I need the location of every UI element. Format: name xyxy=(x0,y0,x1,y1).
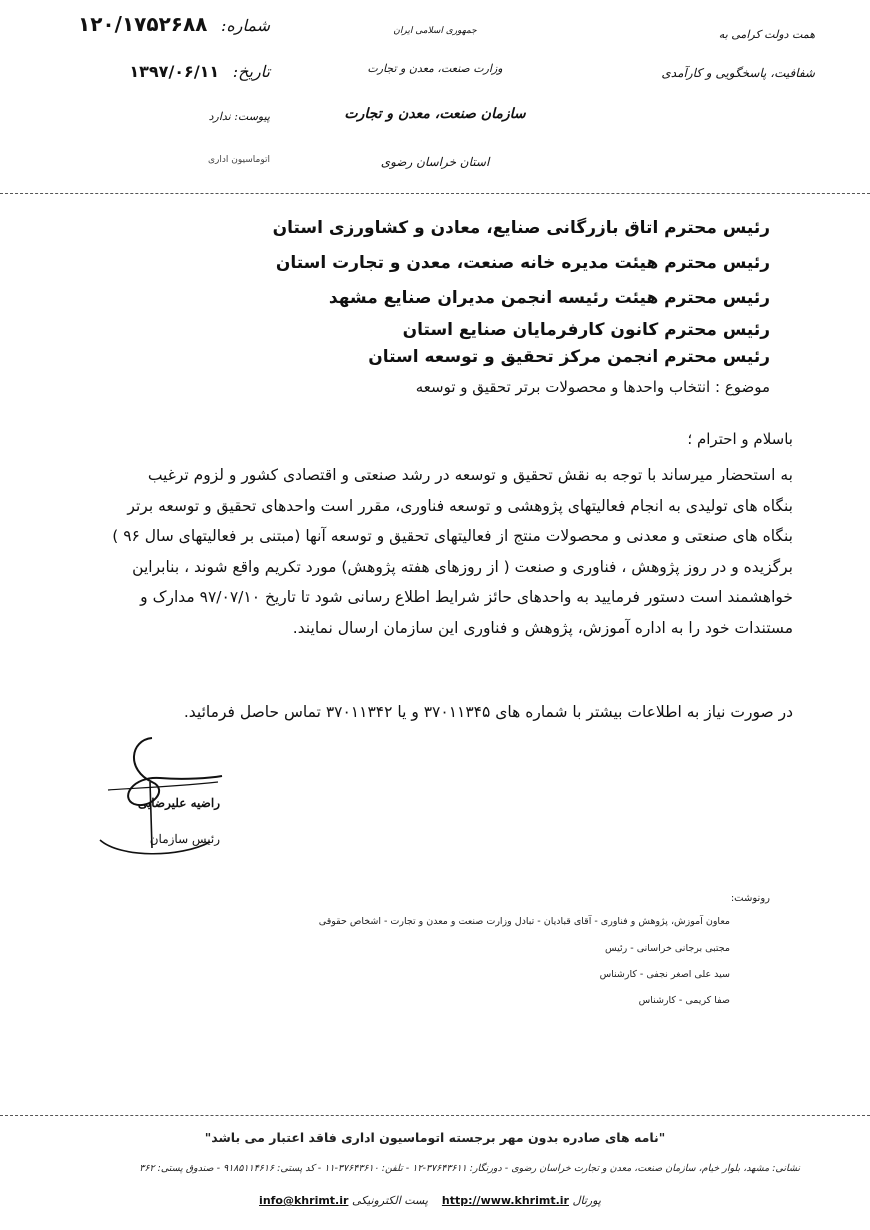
footer-divider xyxy=(0,1115,870,1116)
slogan-line-2: شفافیت، پاسخگویی و کارآمدی xyxy=(661,66,815,80)
signatory-title: رئیس سازمان xyxy=(149,832,220,846)
country-name: جمهوری اسلامی ایران xyxy=(393,26,477,36)
province-name: استان خراسان رضوی xyxy=(380,155,490,169)
addressee-2: رئیس محترم هیئت مدیره خانه صنعت، معدن و تجارت استان xyxy=(275,253,770,273)
greeting: باسلام و احترام ؛ xyxy=(687,430,793,448)
addressee-1: رئیس محترم اتاق بازرگانی صنایع، معادن و کشاورزی استان xyxy=(272,218,770,238)
letter-number: ۱۲۰/۱۷۵۲۶۸۸ xyxy=(78,12,208,36)
body-line: بنگاه های صنعتی و معدنی و محصولات منتج از فعالیتهای تحقیق و توسعه آنها (مبتنی بر فعالیتهای سال ۹۶ ) xyxy=(112,527,793,545)
signatory-name: راضیه علیرضایی xyxy=(137,796,220,810)
organization-name: سازمان صنعت، معدن و تجارت xyxy=(344,106,526,122)
cc-line: صفا کریمی - کارشناس xyxy=(638,995,730,1006)
cc-line: معاون آموزش، پژوهش و فناوری - آقای قبادیان - تبادل وزارت صنعت و معدن و تجارت - اشخاص حقوقی xyxy=(318,916,730,927)
ministry-name: وزارت صنعت، معدن و تجارت xyxy=(367,62,503,75)
email-link[interactable]: info@khrimt.ir xyxy=(259,1194,349,1207)
body-line: برگزیده و در روز پژوهش ، فناوری و صنعت ( از روزهای هفته پژوهش) مورد تکریم واقع شوند ، بنابراین xyxy=(132,557,793,576)
header-divider xyxy=(0,193,870,194)
letter-body xyxy=(73,460,793,643)
email-label: پست الکترونیکی xyxy=(351,1194,428,1207)
addressee-3: رئیس محترم هیئت رئیسه انجمن مدیران صنایع مشهد xyxy=(328,288,770,308)
footer-address: نشانی: مشهد، بلوار خیام، سازمان صنعت، معدن و تجارت خراسان رضوی - دورنگار: ۳۷۶۴۳۶۱۱-۱۲ - تلفن: ۳۷۶۴۳۶۱۰-۱۱ - کد پستی: ۹۱۸۵۱۱۴۶۱۶ - صندوق پستی: ۳۶۲ xyxy=(139,1163,800,1174)
letter-date: ۱۳۹۷/۰۶/۱۱ xyxy=(129,62,220,81)
cc-heading: رونوشت: xyxy=(730,893,770,904)
cc-line: مجتبی برجانی خراسانی - رئیس xyxy=(605,943,730,954)
attachment-label: پیوست: ندارد xyxy=(208,110,270,123)
slogan-line-1: همت دولت کرامی به xyxy=(718,28,815,41)
body-line: بنگاه های تولیدی به انجام فعالیتهای پژوهشی و توسعه فناوری، مقرر است واحدهای تحقیق و توسعه برتر xyxy=(127,496,793,515)
website-link[interactable]: http://www.khrimt.ir xyxy=(441,1194,569,1207)
subject-line: موضوع : انتخاب واحدها و محصولات برتر تحقیق و توسعه xyxy=(415,378,770,396)
footer-links xyxy=(230,1194,630,1207)
portal-label: پورتال xyxy=(572,1194,601,1207)
addressee-5: رئیس محترم انجمن مرکز تحقیق و توسعه استان xyxy=(368,347,770,367)
letter-date-label: تاریخ: xyxy=(232,62,270,81)
body-line: خواهشمند است دستور فرمایید به واحدهای حائز شرایط اطلاع رسانی شود تا تاریخ ۹۷/۰۷/۱۰ مدارک و xyxy=(140,588,793,606)
body-line: به استحضار میرساند با توجه به نقش تحقیق و توسعه در رشد صنعتی و اقتصادی کشور و لزوم ترغیب xyxy=(147,466,793,484)
footer-notice: "نامه های صادره بدون مهر برجسته اتوماسیون اداری فاقد اعتبار می باشد" xyxy=(204,1130,666,1145)
cc-line: سید علی اصغر نجفی - کارشناس xyxy=(599,969,730,980)
letter-date-row xyxy=(70,62,270,81)
body-line: مستندات خود را به اداره آموزش، پژوهش و فناوری این سازمان ارسال نمایند. xyxy=(292,618,793,637)
addressee-4: رئیس محترم کانون کارفرمایان صنایع استان xyxy=(402,320,770,340)
automation-note: اتوماسیون اداری xyxy=(208,155,270,165)
letter-number-label: شماره: xyxy=(220,16,270,35)
contact-line: در صورت نیاز به اطلاعات بیشتر با شماره های ۳۷۰۱۱۳۴۵ و یا ۳۷۰۱۱۳۴۲ تماس حاصل فرمائید. xyxy=(183,703,793,721)
letter-number-row xyxy=(70,12,270,36)
